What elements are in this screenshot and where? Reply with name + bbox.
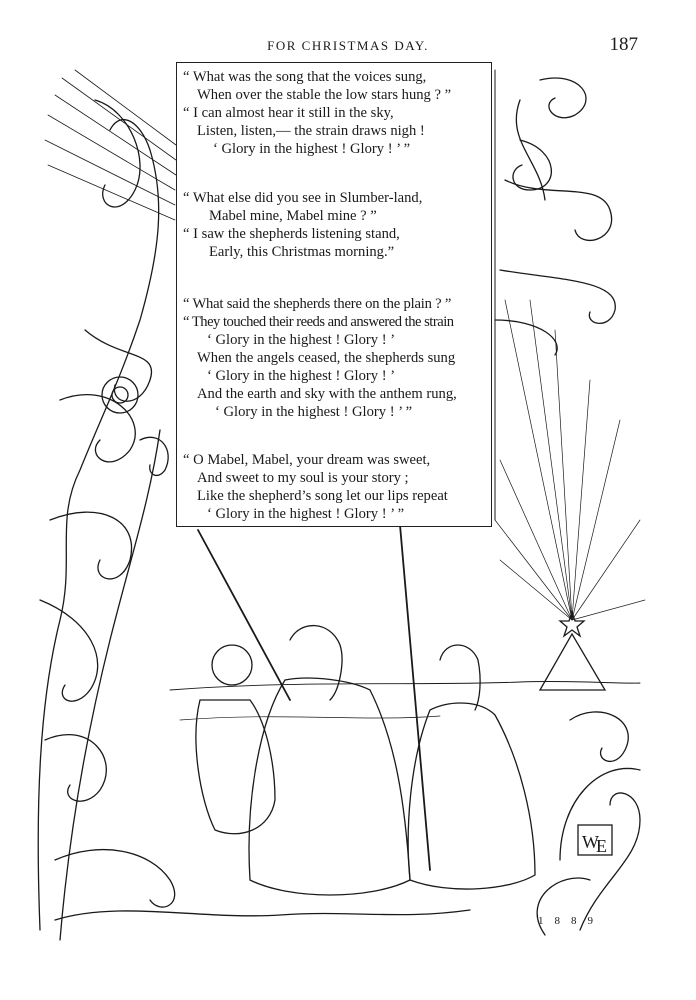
year-digit: 8	[554, 915, 571, 927]
bottom-right-flourish	[537, 712, 640, 935]
poem-line: ‘ Glory in the highest ! Glory ! ’ ”	[213, 141, 411, 157]
running-title: FOR CHRISTMAS DAY.	[267, 38, 429, 53]
year-digit: 1	[538, 915, 555, 927]
poem-line: “ O Mabel, Mabel, your dream was sweet,	[183, 452, 431, 468]
poem-line: “ What else did you see in Slumber-land,	[183, 190, 423, 206]
light-rays-right	[495, 300, 645, 620]
poem-line: When over the stable the low stars hung ? ”	[197, 87, 452, 103]
poem-line: Like the shepherd’s song let our lips repeat	[197, 488, 448, 504]
shepherd-center	[249, 626, 410, 895]
poem-line: When the angels ceased, the shepherds sung	[197, 350, 456, 366]
poem-line: ‘ Glory in the highest ! Glory ! ’ ”	[215, 404, 413, 420]
shepherd-right	[408, 645, 535, 889]
year-digit: 8	[571, 915, 588, 927]
poem-line: “ I can almost hear it still in the sky,	[183, 105, 394, 121]
poem-line: ‘ Glory in the highest ! Glory ! ’ ”	[207, 506, 405, 522]
poem-line: Listen, listen,— the strain draws nigh !	[197, 123, 425, 139]
page-number: 187	[609, 34, 638, 55]
right-flourish	[495, 78, 615, 355]
poem-panel	[176, 62, 492, 527]
light-rays-left	[45, 70, 176, 220]
poem-line: Early, this Christmas morning.”	[209, 244, 395, 260]
poem-line: ‘ Glory in the highest ! Glory ! ’	[207, 332, 396, 348]
shepherd-left	[196, 645, 275, 834]
svg-text:E: E	[596, 836, 607, 856]
poem-line: “ What was the song that the voices sung,	[183, 69, 427, 85]
poem-line: “ What said the shepherds there on the plain ? ”	[183, 296, 452, 312]
poem-line: Mabel mine, Mabel mine ? ”	[209, 208, 377, 224]
poem-line: “ They touched their reeds and answered the strain	[183, 314, 454, 330]
poem-line: And the earth and sky with the anthem rung,	[197, 386, 457, 402]
engraved-year	[538, 915, 604, 927]
star-of-bethlehem	[540, 612, 605, 690]
poem-line: ‘ Glory in the highest ! Glory ! ’	[207, 368, 396, 384]
year-digit: 9	[587, 915, 604, 927]
poem-line: “ I saw the shepherds listening stand,	[183, 226, 400, 242]
poem-line: And sweet to my soul is your story ;	[197, 470, 409, 486]
svg-text:W: W	[582, 832, 599, 852]
